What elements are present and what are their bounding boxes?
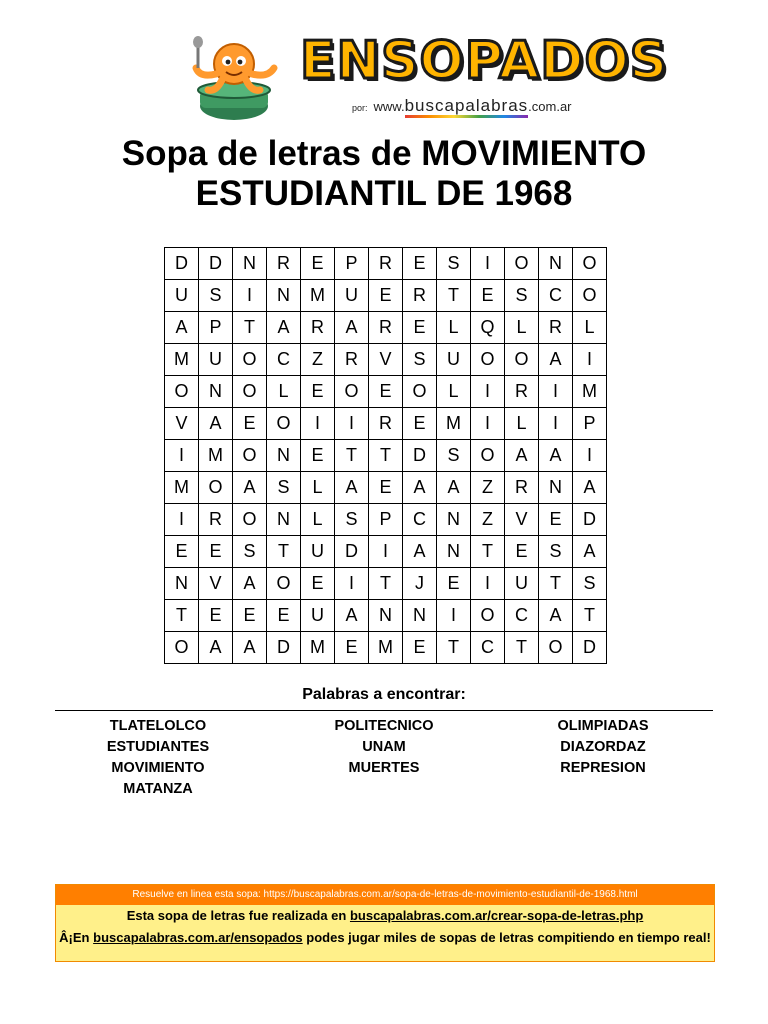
grid-cell: Z xyxy=(301,344,335,376)
grid-cell: S xyxy=(539,536,573,568)
grid-cell: S xyxy=(437,440,471,472)
grid-cell: R xyxy=(369,408,403,440)
grid-row xyxy=(165,376,607,408)
grid-cell: P xyxy=(335,248,369,280)
grid-cell: O xyxy=(573,248,607,280)
grid-cell: A xyxy=(573,472,607,504)
grid-cell: V xyxy=(165,408,199,440)
grid-row xyxy=(165,248,607,280)
grid-cell: D xyxy=(199,248,233,280)
letter-grid xyxy=(164,247,607,664)
grid-cell: N xyxy=(369,600,403,632)
grid-cell: D xyxy=(573,632,607,664)
grid-cell: E xyxy=(369,376,403,408)
grid-cell: I xyxy=(437,600,471,632)
grid-cell: E xyxy=(403,312,437,344)
grid-cell: I xyxy=(573,440,607,472)
grid-cell: T xyxy=(267,536,301,568)
grid-cell: I xyxy=(539,408,573,440)
grid-row xyxy=(165,472,607,504)
grid-cell: T xyxy=(233,312,267,344)
byline-prefix: por: xyxy=(352,103,368,113)
grid-cell: S xyxy=(335,504,369,536)
grid-cell: I xyxy=(539,376,573,408)
grid-cell: I xyxy=(573,344,607,376)
grid-cell: A xyxy=(199,632,233,664)
grid-cell: R xyxy=(335,344,369,376)
grid-cell: N xyxy=(267,280,301,312)
grid-cell: P xyxy=(573,408,607,440)
grid-cell: R xyxy=(505,472,539,504)
grid-cell: O xyxy=(199,472,233,504)
grid-cell: O xyxy=(403,376,437,408)
grid-cell: T xyxy=(437,632,471,664)
grid-cell: A xyxy=(335,472,369,504)
byline[interactable] xyxy=(352,96,572,116)
grid-cell: M xyxy=(165,344,199,376)
grid-cell: Z xyxy=(471,504,505,536)
grid-cell: A xyxy=(233,472,267,504)
grid-cell: T xyxy=(369,568,403,600)
grid-cell: O xyxy=(267,568,301,600)
grid-cell: A xyxy=(199,408,233,440)
grid-cell: A xyxy=(165,312,199,344)
grid-cell: U xyxy=(437,344,471,376)
grid-cell: A xyxy=(267,312,301,344)
grid-cell: E xyxy=(199,600,233,632)
grid-cell: U xyxy=(165,280,199,312)
grid-cell: M xyxy=(301,280,335,312)
grid-cell: C xyxy=(539,280,573,312)
grid-cell: I xyxy=(471,568,505,600)
grid-row xyxy=(165,504,607,536)
grid-cell: N xyxy=(267,504,301,536)
grid-cell: A xyxy=(403,472,437,504)
grid-cell: E xyxy=(403,248,437,280)
grid-cell: R xyxy=(199,504,233,536)
footer-line-2-suffix: podes jugar miles de sopas de letras compitiendo en tiempo real! xyxy=(302,930,711,945)
grid-cell: O xyxy=(539,632,573,664)
grid-cell: A xyxy=(437,472,471,504)
grid-cell: E xyxy=(437,568,471,600)
grid-row xyxy=(165,632,607,664)
grid-cell: E xyxy=(301,440,335,472)
header xyxy=(0,0,768,130)
footer-line-1 xyxy=(56,905,714,927)
word-item: REPRESION xyxy=(560,760,646,776)
grid-row xyxy=(165,536,607,568)
grid-cell: R xyxy=(369,248,403,280)
grid-cell: D xyxy=(403,440,437,472)
grid-cell: E xyxy=(199,536,233,568)
word-column-3 xyxy=(503,716,703,779)
grid-cell: U xyxy=(505,568,539,600)
grid-cell: N xyxy=(165,568,199,600)
grid-cell: O xyxy=(335,376,369,408)
grid-cell: U xyxy=(301,536,335,568)
grid-cell: E xyxy=(233,408,267,440)
grid-cell: C xyxy=(505,600,539,632)
grid-cell: I xyxy=(471,408,505,440)
footer-line-2-prefix: Â¡En xyxy=(59,930,94,945)
grid-cell: T xyxy=(437,280,471,312)
grid-cell: L xyxy=(437,312,471,344)
grid-cell: S xyxy=(267,472,301,504)
grid-cell: A xyxy=(233,632,267,664)
word-column-2 xyxy=(284,716,484,779)
grid-cell: E xyxy=(369,472,403,504)
grid-cell: V xyxy=(369,344,403,376)
word-item: MUERTES xyxy=(348,760,420,776)
grid-cell: J xyxy=(403,568,437,600)
grid-cell: O xyxy=(233,504,267,536)
grid-cell: L xyxy=(437,376,471,408)
grid-cell: A xyxy=(573,536,607,568)
grid-cell: M xyxy=(573,376,607,408)
grid-cell: I xyxy=(165,440,199,472)
grid-cell: O xyxy=(505,248,539,280)
grid-cell: O xyxy=(471,344,505,376)
page-title xyxy=(40,134,728,214)
grid-cell: I xyxy=(165,504,199,536)
grid-cell: E xyxy=(267,600,301,632)
grid-cell: S xyxy=(403,344,437,376)
grid-cell: T xyxy=(573,600,607,632)
grid-cell: R xyxy=(505,376,539,408)
grid-cell: Z xyxy=(471,472,505,504)
grid-cell: D xyxy=(165,248,199,280)
grid-cell: S xyxy=(437,248,471,280)
grid-cell: N xyxy=(403,600,437,632)
grid-cell: R xyxy=(267,248,301,280)
grid-cell: N xyxy=(437,536,471,568)
grid-cell: I xyxy=(301,408,335,440)
grid-cell: D xyxy=(573,504,607,536)
grid-cell: M xyxy=(165,472,199,504)
grid-cell: E xyxy=(301,248,335,280)
grid-cell: N xyxy=(539,248,573,280)
byline-tld: .com.ar xyxy=(528,99,572,114)
grid-cell: I xyxy=(369,536,403,568)
byline-www: www. xyxy=(373,99,405,114)
grid-cell: N xyxy=(267,440,301,472)
grid-cell: D xyxy=(335,536,369,568)
grid-cell: E xyxy=(403,632,437,664)
grid-cell: U xyxy=(199,344,233,376)
grid-cell: E xyxy=(233,600,267,632)
grid-cell: M xyxy=(437,408,471,440)
footer-line-1-text: Esta sopa de letras fue realizada en xyxy=(126,908,350,923)
grid-cell: O xyxy=(505,344,539,376)
grid-cell: Q xyxy=(471,312,505,344)
create-puzzle-link[interactable]: buscapalabras.com.ar/crear-sopa-de-letras.php xyxy=(349,908,644,923)
grid-cell: A xyxy=(539,440,573,472)
grid-cell: S xyxy=(233,536,267,568)
grid-cell: A xyxy=(233,568,267,600)
grid-cell: L xyxy=(301,472,335,504)
grid-cell: E xyxy=(335,632,369,664)
grid-cell: I xyxy=(471,376,505,408)
words-heading: Palabras a encontrar: xyxy=(302,686,466,703)
grid-row xyxy=(165,280,607,312)
grid-cell: V xyxy=(505,504,539,536)
footer-box xyxy=(55,884,715,962)
grid-row xyxy=(165,408,607,440)
grid-cell: T xyxy=(505,632,539,664)
grid-cell: S xyxy=(199,280,233,312)
grid-row xyxy=(165,440,607,472)
grid-cell: C xyxy=(267,344,301,376)
grid-cell: O xyxy=(471,600,505,632)
grid-cell: R xyxy=(403,280,437,312)
grid-cell: T xyxy=(165,600,199,632)
grid-cell: P xyxy=(369,504,403,536)
grid-cell: N xyxy=(437,504,471,536)
byline-brand: buscapalabras xyxy=(405,96,529,118)
online-solve-link[interactable]: Resuelve en linea esta sopa: https://buscapalabras.com.ar/sopa-de-letras-de-movimiento-estudiantil-de-1968.html xyxy=(56,885,714,905)
title-line-1: Sopa de letras de MOVIMIENTO xyxy=(121,134,647,173)
grid-cell: E xyxy=(471,280,505,312)
grid-cell: E xyxy=(369,280,403,312)
grid-cell: O xyxy=(165,376,199,408)
grid-cell: D xyxy=(267,632,301,664)
grid-cell: L xyxy=(505,312,539,344)
grid-cell: T xyxy=(471,536,505,568)
grid-cell: L xyxy=(267,376,301,408)
grid-cell: A xyxy=(539,344,573,376)
grid-row xyxy=(165,344,607,376)
grid-row xyxy=(165,568,607,600)
grid-cell: E xyxy=(165,536,199,568)
grid-cell: O xyxy=(165,632,199,664)
grid-cell: O xyxy=(573,280,607,312)
octopus-mascot-icon xyxy=(186,34,282,122)
grid-cell: T xyxy=(335,440,369,472)
grid-cell: I xyxy=(335,568,369,600)
grid-cell: M xyxy=(199,440,233,472)
ensopados-link[interactable]: buscapalabras.com.ar/ensopados xyxy=(93,930,303,945)
grid-cell: E xyxy=(403,408,437,440)
grid-cell: A xyxy=(335,600,369,632)
grid-cell: V xyxy=(199,568,233,600)
grid-cell: R xyxy=(369,312,403,344)
grid-cell: E xyxy=(301,376,335,408)
grid-cell: C xyxy=(471,632,505,664)
grid-cell: N xyxy=(539,472,573,504)
grid-cell: A xyxy=(335,312,369,344)
grid-cell: N xyxy=(233,248,267,280)
word-item: POLITECNICO xyxy=(334,718,434,734)
ensopados-logo: ENSOPADOS xyxy=(300,31,669,91)
grid-cell: I xyxy=(471,248,505,280)
grid-cell: S xyxy=(505,280,539,312)
word-column-1 xyxy=(58,716,258,800)
grid-cell: E xyxy=(301,568,335,600)
grid-cell: O xyxy=(233,376,267,408)
grid-cell: T xyxy=(369,440,403,472)
grid-cell: R xyxy=(301,312,335,344)
title-line-2: ESTUDIANTIL DE 1968 xyxy=(195,174,573,213)
word-item: ESTUDIANTES xyxy=(106,739,210,755)
grid-row xyxy=(165,600,607,632)
grid-cell: A xyxy=(539,600,573,632)
grid-cell: O xyxy=(233,440,267,472)
grid-cell: E xyxy=(505,536,539,568)
grid-cell: A xyxy=(505,440,539,472)
grid-cell: U xyxy=(335,280,369,312)
grid-cell: O xyxy=(267,408,301,440)
grid-cell: A xyxy=(403,536,437,568)
grid-cell: I xyxy=(233,280,267,312)
word-item: UNAM xyxy=(362,739,406,755)
grid-cell: M xyxy=(301,632,335,664)
footer-line-2 xyxy=(56,927,714,949)
grid-cell: R xyxy=(539,312,573,344)
divider xyxy=(55,710,713,711)
grid-cell: U xyxy=(301,600,335,632)
word-item: DIAZORDAZ xyxy=(560,739,646,755)
grid-cell: L xyxy=(301,504,335,536)
grid-cell: O xyxy=(471,440,505,472)
grid-cell: I xyxy=(335,408,369,440)
grid-cell: M xyxy=(369,632,403,664)
grid-cell: C xyxy=(403,504,437,536)
grid-row xyxy=(165,312,607,344)
word-item: MATANZA xyxy=(123,781,193,797)
grid-cell: P xyxy=(199,312,233,344)
grid-cell: L xyxy=(573,312,607,344)
grid-cell: T xyxy=(539,568,573,600)
grid-cell: S xyxy=(573,568,607,600)
word-item: MOVIMIENTO xyxy=(111,760,205,776)
grid-cell: L xyxy=(505,408,539,440)
word-item: TLATELOLCO xyxy=(109,718,207,734)
grid-cell: N xyxy=(199,376,233,408)
word-item: OLIMPIADAS xyxy=(557,718,649,734)
grid-cell: O xyxy=(233,344,267,376)
grid-cell: E xyxy=(539,504,573,536)
